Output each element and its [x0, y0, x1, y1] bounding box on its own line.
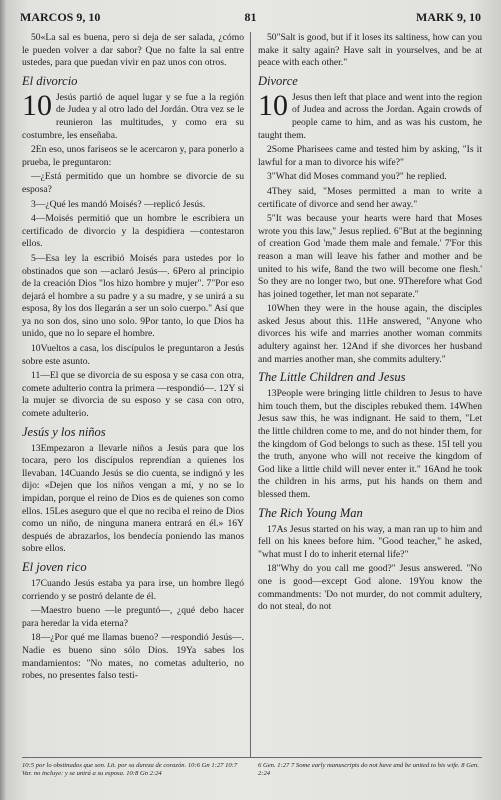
- verse-10-10: 10Vueltos a casa, los discípulos le preguntaron a Jesús sobre este asunto.: [22, 343, 244, 367]
- section-heading-children: Jesús y los niños: [22, 424, 106, 439]
- verse-10-4: 4They said, "Moses permitted a man to write a certificate of divorce and send her away.": [258, 185, 482, 210]
- verse-9-50: 50"Salt is good, but if it loses its saltiness, how can you make it salty again? Have salt in yourselves, and be at peace with each other.": [258, 32, 482, 69]
- verse-10-17: 17Cuando Jesús estaba ya para irse, un hombre llegó corriendo y se postró delante de él.: [22, 577, 244, 602]
- footnote-rule: [22, 757, 482, 758]
- verse-10-3: 3"What did Moses command you?" he replied.: [267, 171, 447, 183]
- verse-10-10: 10When they were in the house again, the disciples asked Jesus about this. 11He answered, "Anyone who divorces his wife and marries another woman commits adultery against her. 12And if she divorces her husband and marries another man, she commits adultery.": [258, 303, 482, 365]
- page-edge-shadow: [0, 0, 6, 800]
- section-heading-divorce: Divorce: [258, 73, 298, 88]
- verse-10-18: 18"Why do you call me good?" Jesus answered. "No one is good—except God alone. 19You know the commandments: 'Do not murder, do not commit adultery, do not steal, do not: [258, 563, 482, 613]
- verse-10-2b: —¿Está permitido que un hombre se divorcie de su esposa?: [22, 171, 244, 195]
- english-column: [258, 32, 482, 754]
- verse-10-2: 2En eso, unos fariseos se le acercaron y, para ponerlo a prueba, le preguntaron:: [22, 144, 244, 168]
- running-header: [20, 10, 481, 28]
- section-heading-divorce: El divorcio: [22, 73, 78, 88]
- section-heading-rich: El joven rico: [22, 559, 87, 574]
- verse-10-4: 4—Moisés permitió que un hombre le escribiera un certificado de divorcio y la despidiera —contestaron ellos.: [22, 213, 244, 250]
- verse-10-11: 11—El que se divorcia de su esposa y se casa con otra, comete adulterio contra la primera —respondió—. 12Y si la mujer se divorcia de su esposo y se casa con otro, comete adulterio.: [22, 370, 244, 420]
- section-heading-children: The Little Children and Jesus: [258, 370, 406, 385]
- verse-10-17: 17As Jesus started on his way, a man ran up to him and fell on his knees before him. "Good teacher," he asked, "what must I do to inherit eternal life?": [258, 523, 482, 560]
- verse-10-3: 3—¿Qué les mandó Moisés? —replicó Jesús.: [31, 198, 206, 210]
- chapter-10-opening: [22, 92, 244, 144]
- column-divider: [250, 32, 251, 758]
- verse-10-13: 13Empezaron a llevarle niños a Jesús para que los tocara, pero los discípulos reprendían a quienes los llevaban. 14Cuando Jesús se dio cuenta, se indignó y les dijo: «Dejen que los niños vengan a mí, y no se lo impidan, porque el reino de Dios es de quienes son como ellos. 15Les aseguro que el que no reciba el reino de Dios como un niño, de ninguna manera entrará en él.» 16Y después de abrazarlos, los bendecía poniendo las manos sobre ellos.: [22, 442, 244, 555]
- spanish-footnotes: 10:5 por lo obstinados que son. Lit. por su dureza de corazón. 10:6 Gn 1:27 10:7 Var. no incluye: y se unirá a su esposa. 10:8 Gn 2:24: [22, 762, 238, 778]
- verse-10-5: 5—Esa ley la escribió Moisés para ustedes por lo obstinados que son —aclaró Jesús—. 6Pero al principio de la creación Dios "los hizo hombre y mujer". 7"Por eso dejará el hombre a su padre y a su madre, y se unirá a su esposa, 8y los dos llegarán a ser un solo cuerpo." Así que ya no son dos, sino uno solo. 9Por tanto, lo que Dios ha unido, que no lo separe el hombre.: [22, 252, 244, 340]
- chapter-number: 10: [258, 91, 288, 122]
- verse-10-5: 5"It was because your hearts were hard that Moses wrote you this law," Jesus replied. 6"But at the beginning of creation God 'made them male and female.' 7'For this reason a man will leave his father and mother and be united to his wife, 8and the two will become one flesh.' So they are no longer two, but one. 9Therefore what God has joined together, let man not separate.": [258, 213, 482, 300]
- verse-10-1: Jesus then left that place and went into the region of Judea and across the Jordan. Again crowds of people came to him, and as was his custom, he taught them.: [258, 91, 482, 141]
- header-right: MARK 9, 10: [416, 10, 481, 24]
- section-heading-rich: The Rich Young Man: [258, 505, 363, 520]
- verse-10-2: 2Some Pharisees came and tested him by asking, "Is it lawful for a man to divorce his wife?": [258, 144, 482, 168]
- spanish-column: [22, 32, 244, 754]
- chapter-10-opening: [258, 92, 482, 144]
- verse-10-13: 13People were bringing little children to Jesus to have him touch them, but the disciples rebuked them. 14When Jesus saw this, he was indignant. He said to them, "Let the little children come to me, and do not hinder them, for the kingdom of God belongs to such as these. 15I tell you the truth, anyone who will not receive the kingdom of God like a little child will never enter it." 16And he took the children in his arms, put his hands on them and blessed them.: [258, 388, 482, 500]
- verse-10-1: Jesús partió de aquel lugar y se fue a la región de Judea y al otro lado del Jordán. Otra vez se le reunieron las multitudes, y como era su costumbre, les enseñaba.: [22, 91, 244, 141]
- chapter-number: 10: [22, 91, 52, 122]
- header-left: MARCOS 9, 10: [20, 10, 101, 24]
- verse-10-18: 18—¿Por qué me llamas bueno? —respondió Jesús—. Nadie es bueno sino sólo Dios. 19Ya sabes los mandamientos: "No mates, no cometas adulterio, no robes, no presentes falso testi-: [22, 632, 244, 682]
- english-footnotes: 6 Gen. 1:27 7 Some early manuscripts do not have and be united to his wife. 8 Gen. 2:24: [258, 762, 479, 778]
- verse-10-17b: —Maestro bueno —le preguntó—, ¿qué debo hacer para heredar la vida eterna?: [22, 605, 244, 629]
- page-number: 81: [244, 10, 257, 24]
- verse-9-50: 50«La sal es buena, pero si deja de ser salada, ¿cómo le pueden volver a dar sabor? Que no falte la sal entre ustedes, para que puedan vivir en paz unos con otros.: [22, 32, 244, 69]
